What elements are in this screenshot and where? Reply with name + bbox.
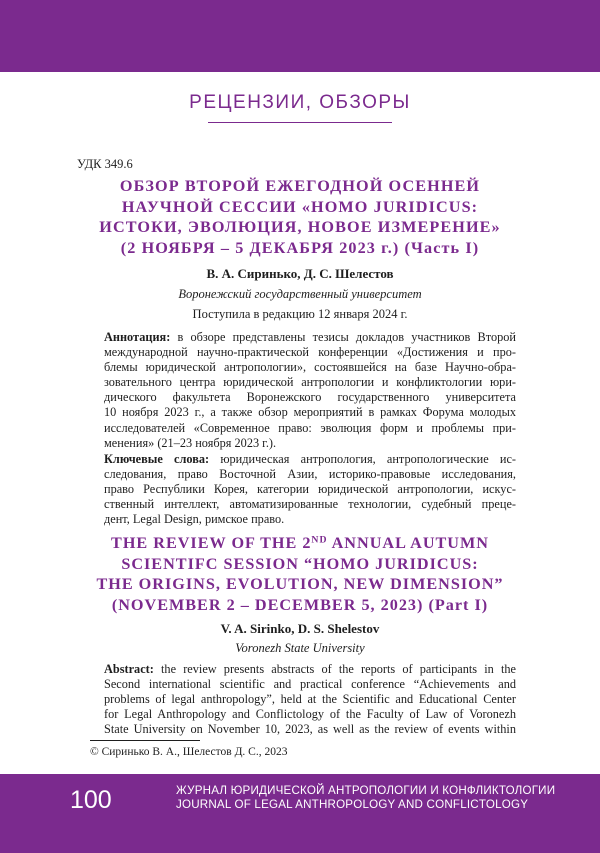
title-en-line: THE REVIEW OF THE 2ND ANNUAL AUTUMN: [111, 534, 489, 552]
keywords-ru: [104, 452, 516, 527]
abstract-en-line: for Legal Anthropology and Conflictology of the Faculty of Law of Voronezh: [104, 707, 516, 722]
authors-ru: В. А. Сиринько, Д. С. Шелестов: [206, 266, 394, 281]
keywords-ru-line: Ключевые слова: юридическая антропология, антропологические ис-: [104, 452, 516, 466]
journal-name: [176, 784, 555, 812]
abstract-ru-line: исследователей «Современное право: эволюция форм и проблемы при-: [104, 420, 516, 435]
abstract-ru-line: международной научно-практической конференции «Достижения и про-: [104, 345, 516, 360]
keywords-ru-line: следования, право Восточной Азии, историко-правовые исследования,: [104, 467, 516, 482]
title-en-line: THE ORIGINS, EVOLUTION, NEW DIMENSION”: [96, 575, 504, 593]
footnote-divider: [90, 740, 200, 741]
section-title: РЕЦЕНЗИИ, ОБЗОРЫ: [189, 92, 411, 113]
title-ru-line: ОБЗОР ВТОРОЙ ЕЖЕГОДНОЙ ОСЕННЕЙ: [119, 177, 481, 195]
abstract-en-line: Abstract: the review presents abstracts of the reports of participants in the: [104, 662, 516, 676]
title-en-line: (NOVEMBER 2 – DECEMBER 5, 2023) (Part I): [111, 595, 489, 614]
abstract-ru-line: Аннотация: в обзоре представлены тезисы докладов участников Второй: [104, 330, 516, 344]
abstract-en-line: problems of legal anthropology”, held at the Scientific and Educational Center: [104, 692, 516, 707]
abstract-ru-line: дического факультета Воронежского государственного университета: [104, 390, 516, 405]
keywords-ru-line: право Республики Корея, категории юридической антропологии, искус-: [104, 482, 516, 497]
abstract-ru: [104, 330, 516, 451]
keywords-ru-line: ственный интеллект, автоматизированные технологии, судебный преце-: [104, 497, 516, 512]
abstract-en: [104, 662, 516, 737]
article-title-ru: [70, 176, 530, 258]
title-en-line: SCIENTIFC SESSION “HOMO JURIDICUS:: [121, 554, 479, 573]
abstract-ru-label: Аннотация:: [104, 330, 171, 344]
keywords-ru-line: дент, Legal Design, римское право.: [104, 512, 285, 527]
page-number: 100: [70, 786, 112, 814]
authors-en: V. A. Sirinko, D. S. Shelestov: [220, 621, 380, 636]
abstract-en-line: Second international scientific and practical conference “Achievements and: [104, 677, 516, 692]
journal-name-en: JOURNAL OF LEGAL ANTHROPOLOGY AND CONFLICTOLOGY: [176, 798, 529, 811]
title-ru-line: НАУЧНОЙ СЕССИИ «HOMO JURIDICUS:: [121, 197, 479, 216]
title-ru-line: (2 НОЯБРЯ – 5 ДЕКАБРЯ 2023 г.) (Часть I): [120, 238, 480, 257]
affiliation-en: Voronezh State University: [235, 641, 365, 655]
header-band: [0, 0, 600, 72]
title-ru-line: ИСТОКИ, ЭВОЛЮЦИЯ, НОВОЕ ИЗМЕРЕНИЕ»: [99, 218, 501, 236]
affiliation-ru: Воронежский государственный университет: [178, 287, 422, 301]
abstract-en-label: Abstract:: [104, 662, 154, 676]
keywords-ru-label: Ключевые слова:: [104, 452, 210, 466]
abstract-ru-line: блемы юридической антропологии», состоявшейся на базе Научно-обра-: [104, 360, 516, 375]
section-divider: [208, 122, 392, 123]
abstract-ru-line: зовательного центра юридической антропологии и конфликтологии юри-: [104, 375, 516, 390]
received-date: Поступила в редакцию 12 января 2024 г.: [192, 307, 408, 321]
article-title-en: [70, 533, 530, 615]
journal-name-ru: ЖУРНАЛ ЮРИДИЧЕСКОЙ АНТРОПОЛОГИИ И КОНФЛИКТОЛОГИИ: [176, 784, 556, 797]
abstract-ru-line: менения» (21–23 ноября 2023 г.).: [104, 435, 277, 450]
udk-code: УДК 349.6: [77, 157, 133, 171]
abstract-ru-line: 10 ноября 2023 г., а также обзор мероприятий в рамках Форума молодых: [104, 405, 516, 420]
copyright-note: © Сиринько В. А., Шелестов Д. С., 2023: [90, 746, 288, 758]
abstract-en-line: State University on November 10, 2023, as well as the review of events within: [104, 722, 516, 737]
